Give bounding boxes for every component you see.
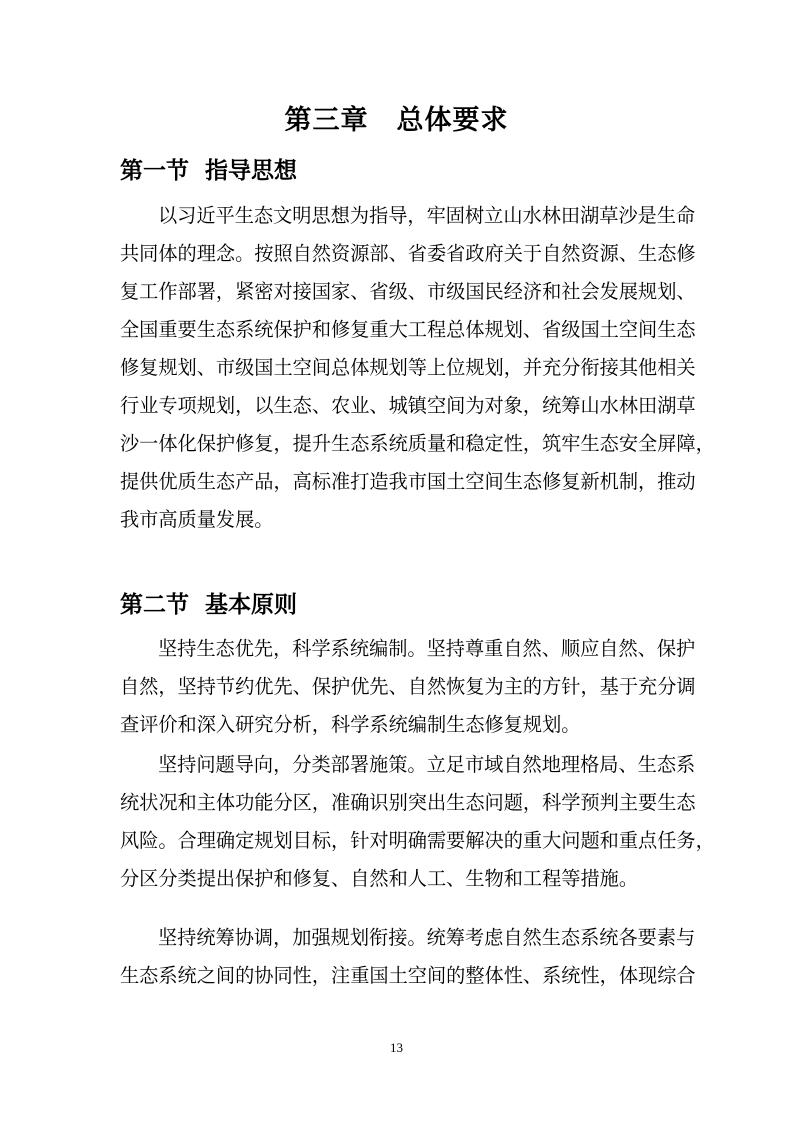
paragraph-coordination: [120, 919, 696, 995]
text-line: 查评价和深入研究分析，科学系统编制生态修复规划。: [120, 713, 581, 736]
text-line: 我市高质量发展。: [120, 508, 274, 531]
text-line: 风险。合理确定规划目标，针对明确需要解决的重大问题和重点任务，: [120, 829, 715, 852]
text-line: 分区分类提出保护和修复、自然和人工、生物和工程等措施。: [120, 867, 639, 890]
section-title-basic-principles: 第二节 基本原则: [120, 592, 298, 618]
text-line: 全国重要生态系统保护和修复重大工程总体规划、省级国土空间生态: [120, 318, 696, 341]
paragraph-problem-oriented: [120, 746, 715, 898]
text-line: 共同体的理念。按照自然资源部、省委省政府关于自然资源、生态修: [120, 242, 696, 265]
text-line: 修复规划、市级国土空间总体规划等上位规划，并充分衔接其他相关: [120, 356, 696, 379]
chapter-title: 第三章 总体要求: [284, 105, 509, 136]
text-line: 自然，坚持节约优先、保护优先、自然恢复为主的方针，基于充分调: [120, 675, 696, 698]
text-line: 行业专项规划，以生态、农业、城镇空间为对象，统筹山水林田湖草: [120, 394, 696, 417]
text-line: 坚持统筹协调，加强规划衔接。统筹考虑自然生态系统各要素与: [158, 926, 696, 949]
text-line: 提供优质生态产品，高标准打造我市国土空间生态修复新机制，推动: [120, 470, 696, 493]
paragraph-ecology-first: [120, 630, 696, 744]
text-line: 以习近平生态文明思想为指导，牢固树立山水林田湖草沙是生命: [158, 204, 696, 227]
text-line: 复工作部署，紧密对接国家、省级、市级国民经济和社会发展规划、: [120, 280, 696, 303]
text-line: 沙一体化保护修复，提升生态系统质量和稳定性，筑牢生态安全屏障，: [120, 432, 715, 455]
section-title-guiding-ideology: 第一节 指导思想: [120, 158, 298, 184]
text-line: 统状况和主体功能分区，准确识别突出生态问题，科学预判主要生态: [120, 791, 696, 814]
text-line: 坚持生态优先，科学系统编制。坚持尊重自然、顺应自然、保护: [158, 637, 696, 660]
paragraph-guiding-ideology: [120, 197, 715, 539]
text-line: 生态系统之间的协同性，注重国土空间的整体性、系统性，体现综合: [120, 964, 696, 987]
page-number: 13: [390, 1040, 403, 1055]
text-line: 坚持问题导向，分类部署施策。立足市域自然地理格局、生态系: [158, 753, 696, 776]
